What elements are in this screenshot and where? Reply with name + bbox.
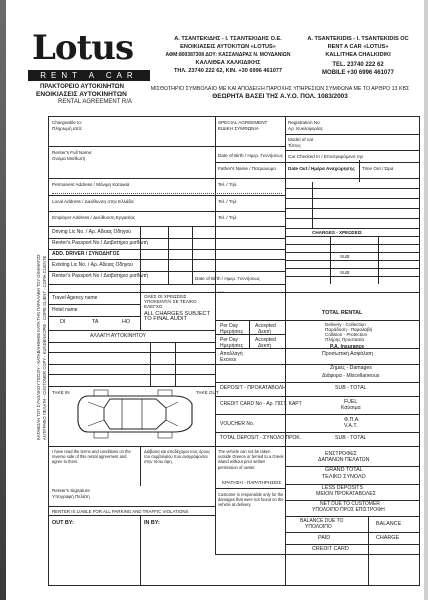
legal-notice-line2: ΘΕΩΡΗΤΑ ΒΑΣΕΙ ΤΗΣ Α.Υ.Ο. ΠΟΛ. 1083/2003 [212, 93, 348, 100]
delivery-collection-gr: Παράδοση - Παραλαβή [325, 327, 373, 332]
rule [285, 218, 420, 219]
renter-name-gr: Ονομα Μισθωτή [52, 156, 86, 161]
registration-no-label: Registration No [288, 120, 320, 125]
all-charges-label: ALL CHARGES SUBJECT TO FINAL AUDIT [144, 311, 210, 323]
rule [140, 515, 141, 586]
renter-name-label: Renter's Full Name: [52, 150, 93, 155]
per-day-2-label: Per Day [220, 337, 239, 343]
rule [168, 226, 169, 284]
permanent-address-label: Permanent Address / Μόνιμη Κατοικία [52, 182, 130, 187]
vat-label: V.A.T. [344, 423, 358, 429]
english-company-phone: TEL. 23740 222 62 [332, 62, 384, 68]
per-day-gr: Ημερήσιες [220, 329, 244, 335]
accepted-gr: Δεκτή [258, 329, 271, 335]
credit-card-label: CREDIT CARD No - Αρ. ΠΙΣΤ. ΚΑΡΤ [220, 401, 302, 407]
ho-label: HO [122, 319, 131, 325]
renter-liable-label: RENTER IS LIABLE FOR ALL PARKING AND TRAFFIC VIOLATIONS [52, 509, 189, 514]
rule [52, 193, 282, 194]
rule [285, 134, 420, 135]
greek-company-line3: ΑΦΜ:800387308 ΔΟΥ: ΚΑΣΣΑΝΔΡΑΣ Ν. ΜΟΥΔΑΝΙΩΝ [165, 52, 291, 58]
model-of-car-gr: Τύπος [288, 143, 301, 148]
chargeable-to-gr: Πληρωμή από: [52, 126, 83, 131]
rule [48, 146, 285, 147]
collision-protection-gr: Πλήρης Προστασία [325, 337, 365, 342]
renter-signature-label: Renter's Signature [52, 488, 90, 493]
rule [48, 284, 285, 285]
company-logo [28, 26, 158, 82]
rule [215, 348, 420, 349]
greek-company-line2: ΕΝΟΙΚΙΑΣΕΙΣ ΑΥΤΟΚ/ΤΩΝ «LOTUS» [180, 44, 276, 50]
charge-label: CHARGE [376, 535, 400, 541]
balance-label: BALANCE [376, 521, 402, 527]
subtitle-gr2: ΕΝΟΙΚΙΑΣΕΙΣ ΑΥΤΟΚΙΝΗΤΩΝ [36, 91, 127, 98]
sub-label-2: SUB [340, 270, 350, 275]
terms-en: I have read the terms and conditions on the reverse side of this rental agreement and agree to them. [52, 449, 131, 465]
renters-passport-label: Renter's Passport No / Διαβατήριο μισθωτή [52, 240, 148, 246]
out-by-label: OUT BY: [52, 520, 74, 526]
rule [285, 198, 420, 199]
rule [285, 150, 420, 151]
di-label: DI [60, 319, 66, 325]
english-company-name: A. TSANTEKIDIS - I. TSANTEKIDIS OC [307, 36, 409, 42]
rule [215, 382, 420, 383]
rule [285, 244, 420, 245]
take-in-label: TAKE IN [52, 390, 70, 395]
delivery-collection: Delivery - Collection [325, 322, 366, 327]
dob-2-label: Date of Birth / Ημερ. Γεννήσεως [195, 276, 260, 281]
rule [215, 554, 285, 555]
deposit-label: DEPOSIT - ΠΡΟΚΑΤΑΒΟΛΗ [220, 385, 286, 391]
legal-notice [140, 86, 420, 100]
deposits-gr2-label: ΔΑΠΑΝΩΝ ΠΕΛΑΤΩΝ [318, 457, 370, 463]
excess-label: Excess [220, 357, 237, 363]
fathers-name-label: Father's Name / Πατρώνυμο [218, 166, 276, 171]
rule [48, 316, 140, 317]
rule [215, 364, 420, 365]
sub-total-2-label: SUB - TOTAL [335, 435, 367, 441]
date-out-label: Date Out / Ημέρα Αναχώρησης [288, 166, 355, 171]
fine-print: • • • [218, 290, 224, 294]
rule [140, 284, 141, 330]
special-agreement-label: SPECIAL AGREEMENT [218, 120, 268, 125]
collision-protection: Collision - Protection [325, 332, 368, 337]
model-of-car-label: Model of car [288, 137, 314, 142]
renter-signature-gr: Υπογραφή Πελάτη [52, 494, 90, 499]
english-company-mobile: MOBILE +30 6996 461077 [322, 70, 394, 76]
rule [215, 432, 420, 433]
rule [285, 260, 420, 261]
mileage-label: Απαλλαγή [220, 351, 243, 357]
logo-band: RENT A CAR [28, 70, 150, 81]
rule [215, 446, 216, 554]
per-day-label: Per Day [220, 323, 239, 329]
local-address-label: Local Address / Διεύθυνση στην Ελλάδα [52, 199, 134, 204]
rule [48, 226, 285, 227]
rule [48, 178, 420, 179]
take-out-label: TAKE OUT [196, 390, 219, 395]
reservation-label: ΚΡΑΤΗΣΗ - ΠΑΡΑΤΗΡΗΣΕΙΣ [222, 480, 282, 485]
grand-total-gr: ΤΕΛΙΚΟ ΣΥΝΟΛΟ [322, 474, 366, 480]
liability-note: Customer is responsible only for the damages that were not found on the vehicle at delivery. [218, 492, 284, 508]
rule [285, 252, 420, 253]
grand-total-label: GRAND TOTAL [325, 467, 363, 473]
car-checked-in-label: Car Checked In / Επιστρεφόμενο την [288, 154, 364, 159]
balance-due-label: BALANCE DUE TO [300, 518, 344, 524]
english-company-line3: KALLITHEA CHALKIDIKI [325, 52, 391, 58]
rule [48, 364, 215, 365]
change-car-label: ΑΛΛΑΓΗ ΑΥΤΟΚΙΝΗΤΟΥ [90, 333, 146, 339]
voucher-label: VOUCHER No. [220, 421, 255, 427]
rule [285, 532, 420, 533]
fuel-label: FUEL [344, 399, 358, 405]
pa-insurance: P.A. Insurance [330, 344, 365, 350]
rule [285, 188, 420, 189]
fpa-label: Φ.Π.Α. [344, 417, 360, 423]
deposits-gr-label: ΕΝΣΤΡΟΦΕΣ [325, 451, 357, 457]
net-due-label: NET DUE TO CUSTOMER [320, 501, 380, 507]
credit-card-2-label: CREDIT CARD [312, 546, 349, 552]
divider-col-1 [215, 116, 216, 292]
rule [215, 162, 420, 163]
sub-total-label: SUB - TOTAL [335, 385, 367, 391]
rule [215, 396, 420, 397]
dob-label: Date of Birth / Ημερ. Γεννήσεως [218, 153, 283, 158]
rule [48, 342, 215, 343]
car-diagram[interactable] [70, 384, 200, 444]
less-deposits-label: LESS DEPOSITS [322, 485, 363, 491]
rule [215, 320, 420, 321]
rule [285, 516, 420, 517]
rule [48, 259, 285, 260]
special-agreement-gr: ΕΙΔΙΚΗ ΣΥΜΦΩΝΙΑ [218, 126, 259, 131]
rule [48, 249, 285, 250]
total-rental-label: TOTAL RENTAL [322, 310, 363, 316]
per-day-2-gr: Ημερήσιες [220, 343, 244, 349]
greek-company-phone: ΤΗΛ. 23740 222 62, ΚΙΝ. +30 6996 461077 [173, 68, 283, 74]
time-out-label: Time Out / Ώρα [362, 166, 394, 171]
charges-title: CHARGES - ΧΡΕΩΣΕΙΣ [312, 230, 362, 235]
side-note-2: ΑΝΤΙΓΡΑΦΟ ΠΕΛΑΤΗ - CUSTOMER COPY - KUNDENKOPIE - COPIE CLIENT - COPIA CLIENTE [42, 255, 47, 440]
net-due-gr: ΥΠΟΛΟΙΠΟ ΠΡΟΣ ΕΠΙΣΤΡΟΦΗ [312, 507, 385, 513]
rule [48, 374, 215, 375]
rule [285, 228, 420, 229]
rule [368, 516, 369, 586]
driving-lic-label: Driving Lic No. / Αρ. Αδειας Οδηγού [52, 229, 131, 235]
existing-lic-label: Existing Lic No. / Αρ. Αδειας Οδηγού [52, 262, 133, 268]
misc-label: Διάφορα - Miscellaneous [322, 373, 380, 379]
rule [48, 506, 215, 507]
rule [215, 334, 285, 335]
rule [215, 414, 420, 415]
logo-word: Lotus [32, 28, 134, 68]
english-company-line2: RENT A CAR «LOTUS» [327, 44, 389, 50]
side-note-1: ΚΑΤΑΒΟΛΗ ΤΟΥ ΣΥΝΟΛΙΚΟΥ ΠΟΣΟΥ - ΚΑΤΑΒΛΗΘΗΚΕ ΚΑΤΑ ΤΗΝ ΠΑΡΑΛΑΒΗ ΤΟΥ ΟΧΗΜΑΤΟΣ [36, 254, 41, 440]
rule [48, 330, 215, 331]
rule [192, 226, 193, 284]
rule [312, 182, 313, 228]
pa-insurance-gr: Προσωπική Ασφάλιση [322, 351, 373, 357]
subtitle-en: RENTAL AGREEMENT R/A [58, 99, 132, 105]
rule [48, 238, 285, 239]
hotel-name-label: Hotel name [52, 307, 78, 313]
sub-label-1: SUB [340, 254, 350, 259]
renters-passport-2-label: Renter's Passport No / Διαβατήριο μισθωτή [52, 273, 148, 279]
tel-3-label: Tel. / Τηλ. [218, 215, 238, 220]
greek-company-line4: ΚΑΛΛΙΘΕΑ ΧΑΛΚΙΔΙΚΗΣ [195, 60, 261, 66]
rule [215, 412, 216, 446]
rule [48, 211, 285, 212]
registration-no-gr: Αρ. Κυκλοφορίας [288, 126, 323, 131]
legal-notice-line1: ΜΙΣΘΩΤΗΡΙΟ ΣΥΜΒΟΛΑΙΟ ΜΕ ΚΑΙ ΑΠΟΔΕΙΞΗ ΠΑΡΟΧΗΣ ΥΠΗΡΕΣΙΩΝ ΣΥΜΦΩΝΑ ΜΕ ΤΟ ΑΡΘΡΟ 13 ΚΒΣ [150, 86, 410, 92]
travel-agency-label: Travel Agency name [52, 295, 98, 301]
rule [140, 446, 141, 486]
scan-edge-left [0, 0, 6, 600]
subtitle-gr: ΠΡΑΚΤΟΡΕΙΟ ΑΥΤΟΚΙΝΗΤΩΝ [40, 84, 124, 90]
rule [285, 208, 420, 209]
damages-label: Ζημιές - Damages [330, 365, 372, 371]
paid-label: PAID [318, 535, 331, 541]
chargeable-to-label: Chargeable to: [52, 120, 83, 125]
rule [285, 268, 420, 269]
scan-edge-right [424, 0, 428, 600]
tel-2-label: Tel. / Τηλ. [218, 199, 238, 204]
accepted-2-label: Accepted [255, 337, 276, 343]
rule [48, 271, 285, 272]
in-by-label: IN BY: [144, 520, 160, 526]
tel-1-label: Tel. / Τηλ. [218, 182, 238, 187]
employer-address-label: Employer Address / Διεύθυνση Εργασίας [52, 215, 136, 220]
fuel-gr: Καύσιμα [341, 405, 361, 411]
balance-due-gr: ΥΠΟΛΟΙΠΟ [305, 524, 332, 530]
accepted-label: Accepted [255, 323, 276, 329]
rule [215, 488, 285, 489]
terms-gr: Διάβασα και αποδέχομαι τους όρους του συμβολαίου που αναγράφονται στην πίσω όψη. [144, 449, 211, 465]
rule [285, 554, 420, 555]
rule [285, 236, 420, 237]
less-deposits-gr: ΜΕΙΟΝ ΠΡΟΚΑΤΑΒΟΛΕΣ [316, 491, 376, 497]
total-deposit-label: TOTAL DEPOSIT - ΣΥΝΟΛΟ ΠΡΟΚ. [220, 435, 302, 441]
rule [48, 446, 420, 447]
add-driver-label: ADD. DRIVER / ΣΥΝΟΔΗΓΟΣ [52, 251, 120, 257]
greek-company-name: Α. ΤΣΑΝΤΕΚΙΔΗΣ - Ι. ΤΣΑΝΤΕΚΙΔΗΣ Ο.Ε. [174, 36, 282, 42]
accepted-2-gr: Δεκτή [258, 343, 271, 349]
rule [285, 276, 420, 277]
rule [48, 515, 215, 516]
rule [48, 195, 285, 196]
time-mileage-label: ΟΛΕΣ ΟΙ ΧΡΕΩΣΕΙΣ ΥΠΟΚΕΙΝΤΑΙ ΣΕ ΤΕΛΙΚΟ ΕΛΕΓΧΟ [144, 294, 197, 310]
ta-label: TA [92, 319, 99, 325]
rule [48, 304, 140, 305]
rule [48, 352, 215, 353]
vehicle-note: The vehicle can not be taken outside Greece or ferried to a Greek island without prior written permission of owner. [218, 449, 284, 470]
rule [285, 544, 420, 545]
